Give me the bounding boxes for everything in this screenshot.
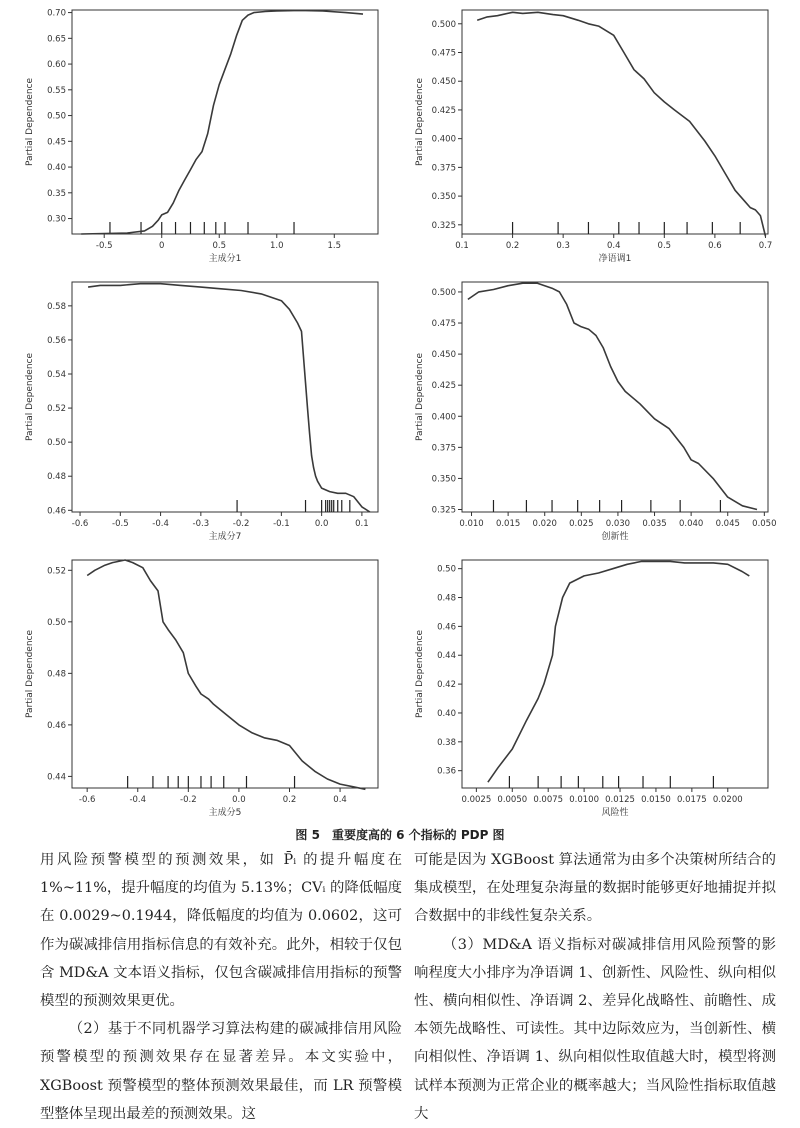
y-tick-label: 0.50 [47,111,66,122]
x-tick-label: -0.6 [78,795,96,805]
pdp-panel-innovation [410,278,780,548]
text-column-left [40,846,402,1128]
x-tick-label: 0.0200 [712,795,743,805]
y-tick-label: 0.46 [437,622,456,633]
x-tick-label: 0.030 [605,519,631,529]
y-tick-label: 0.48 [47,669,66,680]
x-tick-label: -0.4 [129,795,147,805]
x-tick-label: 0.5 [212,241,227,251]
y-tick-label: 0.30 [47,214,66,225]
y-tick-label: 0.50 [47,617,66,628]
x-tick-label: -0.5 [95,241,113,251]
x-tick-label: 0.1 [455,241,469,251]
y-axis-title: Partial Dependence [415,352,425,442]
y-axis-title: Partial Dependence [25,352,35,442]
x-axis-title: 主成分5 [208,808,242,818]
y-tick-label: 0.52 [47,566,66,577]
x-tick-label: 0.2 [282,795,297,805]
x-axis-title: 创新性 [601,532,629,542]
x-tick-label: 0.035 [642,519,667,529]
y-axis-title: Partial Dependence [415,629,425,719]
pdp-chart-risk [410,556,780,824]
plot-area [72,560,378,788]
x-tick-label: 0.5 [657,241,672,251]
y-tick-label: 0.44 [47,772,66,783]
x-axis-title: 净语调1 [598,254,632,264]
x-tick-label: 1.5 [327,241,342,251]
x-tick-label: 0.015 [495,519,521,529]
x-tick-label: 0.0025 [461,795,492,805]
y-tick-label: 0.425 [431,105,456,116]
x-tick-label: 0.4 [333,795,347,805]
y-tick-label: 0.40 [437,708,456,719]
pdp-chart-innovation [410,278,780,548]
paragraph: （3）MD&A 语义指标对碳减排信用风险预警的影响程度大小排序为净语调 1、创新性、风险性、纵向相似性、横向相似性、净语调 2、差异化战略性、前瞻性、成本领先战略性、可读性。其中边际效应为，当创新性、横向相似性、净语调 1、纵向相似性取值越大时，模型将测试样本预测为正常企业的概率越大；当风险性指标取值越大 [414,936,776,1122]
x-tick-label: 0.1 [355,519,369,529]
pdp-chart-net-tone-1 [410,6,780,270]
y-tick-label: 0.54 [47,370,66,380]
y-tick-label: 0.375 [431,163,456,174]
x-tick-label: 0.7 [758,241,773,251]
x-tick-label: 0.0050 [497,795,528,805]
y-tick-label: 0.56 [47,335,66,346]
plot-area [72,10,378,234]
text-column-right [414,846,776,1128]
y-tick-label: 0.42 [437,680,456,691]
y-tick-label: 0.350 [431,192,456,203]
x-tick-label: 0.3 [556,241,570,251]
pdp-chart-pc1 [20,6,390,270]
y-tick-label: 0.425 [431,381,456,392]
x-tick-label: 0.0175 [676,795,707,805]
y-axis-title: Partial Dependence [415,77,425,167]
y-tick-label: 0.65 [47,34,66,45]
y-tick-label: 0.475 [431,48,456,59]
y-tick-label: 0.70 [47,8,66,19]
pdp-panel-risk [410,556,780,824]
y-tick-label: 0.48 [437,593,456,604]
y-tick-label: 0.400 [431,412,456,423]
x-tick-label: 0.0075 [533,795,564,805]
paragraph: 可能是因为 XGBoost 算法通常为由多个决策树所结合的集成模型，在处理复杂海量的数据时能够更好地捕捉并拟合数据中的非线性复杂关系。 [414,852,776,925]
y-tick-label: 0.500 [431,19,456,30]
y-tick-label: 0.450 [431,77,456,88]
x-tick-label: -0.5 [112,519,129,529]
y-axis-title: Partial Dependence [25,629,35,719]
y-tick-label: 0.48 [47,472,66,483]
x-tick-label: 0.0 [314,519,329,529]
y-axis-title: Partial Dependence [25,77,35,167]
y-tick-label: 0.46 [47,720,66,731]
x-tick-label: 0.0100 [569,795,599,805]
y-tick-label: 0.375 [431,443,456,454]
y-tick-label: 0.52 [47,404,66,415]
y-tick-label: 0.500 [431,287,456,298]
y-tick-label: 0.50 [47,438,66,449]
y-tick-label: 0.55 [47,85,66,96]
plot-area [462,282,768,512]
x-tick-label: 0.050 [752,519,777,529]
plot-area [462,10,768,234]
x-tick-label: 0.0150 [641,795,671,805]
y-tick-label: 0.350 [431,474,456,485]
x-tick-label: 0.2 [505,241,520,251]
x-tick-label: 0.6 [708,241,722,251]
y-tick-label: 0.35 [47,188,66,199]
x-tick-label: 0.040 [678,519,704,529]
y-tick-label: 0.38 [437,737,456,748]
x-tick-label: 0.0125 [605,795,635,805]
x-tick-label: 0.010 [459,519,484,529]
pdp-chart-pc5 [20,556,390,824]
x-tick-label: -0.4 [152,519,169,529]
x-tick-label: 0.4 [606,241,621,251]
y-tick-label: 0.325 [431,505,456,516]
figure-caption: 图 5 重要度高的 6 个指标的 PDP 图 [295,828,505,842]
x-tick-label: 0 [159,241,165,251]
x-tick-label: 0.025 [569,519,594,529]
y-tick-label: 0.400 [431,134,456,145]
pdp-panel-pc7 [20,278,390,548]
x-tick-label: -0.6 [71,519,89,529]
y-tick-label: 0.58 [47,301,66,312]
pdp-chart-pc7 [20,278,390,548]
pdp-panel-net-tone-1 [410,6,780,270]
x-tick-label: 0.020 [532,519,557,529]
x-tick-label: 1.0 [270,241,284,251]
x-tick-label: -0.3 [192,519,210,529]
pdp-panel-pc5 [20,556,390,824]
x-tick-label: 0.0 [232,795,246,805]
y-tick-label: 0.40 [47,163,66,174]
x-axis-title: 主成分1 [208,254,242,264]
y-tick-label: 0.46 [47,506,66,517]
x-axis-title: 主成分7 [208,532,242,542]
x-tick-label: -0.2 [232,519,250,529]
y-tick-label: 0.50 [437,564,456,575]
y-tick-label: 0.325 [431,220,456,231]
y-tick-label: 0.60 [47,60,66,71]
paragraph: 用风险预警模型的预测效果，如 P̄ᵢ 的提升幅度在 1%~11%，提升幅度的均值为 5.13%；CVᵢ 的降低幅度在 0.0029~0.1944，降低幅度的均值为 0.0602，这可作为碳减排信用指标信息的有效补充。此外，相较于仅包含 MD&A 文本语义指标，仅包含碳减排信用指标的预警模型的预测效果更优。 [40,852,402,1010]
y-tick-label: 0.44 [437,651,456,662]
x-axis-title: 风险性 [601,808,629,818]
x-tick-label: -0.1 [273,519,290,529]
pdp-panel-pc1 [20,6,390,270]
x-tick-label: -0.2 [180,795,197,805]
y-tick-label: 0.475 [431,319,456,330]
y-tick-label: 0.36 [437,766,456,777]
y-tick-label: 0.45 [47,137,66,148]
x-tick-label: 0.045 [715,519,740,529]
y-tick-label: 0.450 [431,350,456,361]
paragraph: （2）基于不同机器学习算法构建的碳减排信用风险预警模型的预测效果存在显著差异。本文实验中，XGBoost 预警模型的整体预测效果最佳，而 LR 预警模型整体呈现出最差的预测效果。这 [40,1021,402,1122]
plot-area [72,282,378,512]
